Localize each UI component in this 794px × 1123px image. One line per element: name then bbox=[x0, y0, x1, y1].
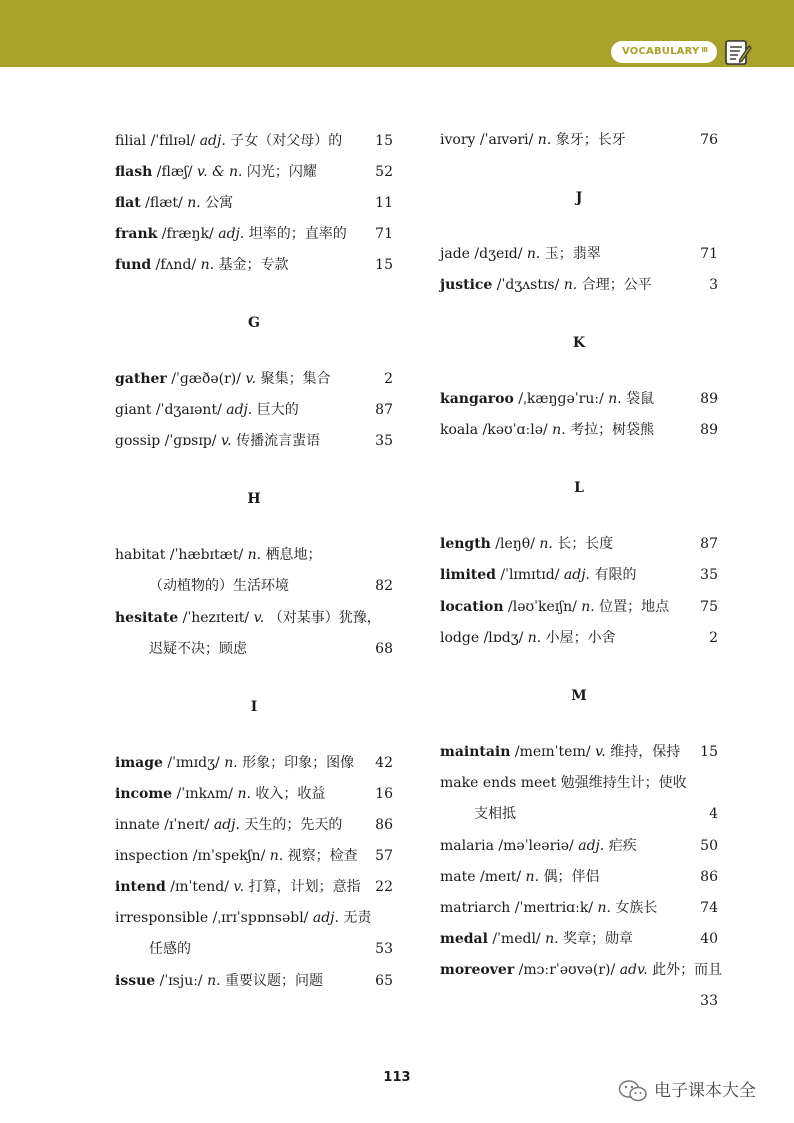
entry-page: 15 bbox=[700, 744, 718, 760]
vocab-entry bbox=[115, 545, 393, 565]
entry-word: make ends meet bbox=[440, 775, 557, 791]
wechat-icon bbox=[618, 1079, 648, 1103]
entry-page: 40 bbox=[700, 931, 718, 947]
entry-page: 65 bbox=[375, 973, 393, 989]
vocab-entry bbox=[115, 846, 393, 866]
vocab-entry bbox=[440, 836, 718, 856]
entry-phonetic: /ˈlɪmɪtɪd/ bbox=[495, 567, 564, 583]
entry-phonetic: /ˈmedl/ bbox=[487, 931, 546, 947]
entry-page: 33 bbox=[700, 993, 718, 1009]
vocab-entry bbox=[115, 193, 393, 213]
entry-phonetic: /ləʊˈkeɪʃn/ bbox=[503, 599, 582, 615]
entry-part-of-speech: v. bbox=[245, 371, 257, 387]
entry-phonetic: /ˈɡæðə(r)/ bbox=[166, 371, 246, 387]
vocab-entry bbox=[440, 898, 718, 918]
entry-part-of-speech: n. bbox=[526, 246, 541, 262]
entry-phonetic: /dʒeɪd/ bbox=[469, 246, 527, 262]
footer-brand bbox=[618, 1078, 756, 1104]
entry-page: 3 bbox=[709, 277, 718, 293]
entry-phonetic: /ˈfɪlɪəl/ bbox=[146, 133, 200, 149]
entry-word: flat bbox=[115, 195, 141, 211]
vocab-entry bbox=[115, 162, 393, 182]
entry-page: 52 bbox=[375, 164, 393, 180]
entry-part-of-speech: n. bbox=[200, 257, 215, 273]
entry-part-of-speech: v. bbox=[595, 744, 606, 760]
entry-word: irresponsible bbox=[115, 910, 209, 926]
entry-word: limited bbox=[440, 567, 496, 583]
entry-meaning: 子女（对父母）的 bbox=[225, 133, 343, 149]
entry-page: 35 bbox=[700, 567, 718, 583]
entry-word: jade bbox=[440, 246, 470, 262]
entry-part-of-speech: adj. bbox=[199, 133, 226, 149]
entry-phonetic: /ˈdʒʌstɪs/ bbox=[492, 277, 564, 293]
entry-page: 82 bbox=[375, 578, 393, 594]
vocab-entry bbox=[115, 815, 393, 835]
entry-phonetic: /ɪnˈtend/ bbox=[165, 879, 234, 895]
entry-word: intend bbox=[115, 879, 166, 895]
entry-meaning: 重要议题；问题 bbox=[220, 973, 324, 989]
entry-part-of-speech: n. bbox=[527, 630, 542, 646]
entry-part-of-speech: n. bbox=[552, 422, 566, 438]
entry-meaning: 基金；专款 bbox=[214, 257, 289, 273]
vocab-entry bbox=[115, 431, 393, 451]
entry-word: flash bbox=[115, 164, 153, 180]
entry-part-of-speech: v. & n. bbox=[196, 164, 243, 180]
section-letter: J bbox=[575, 190, 583, 206]
entry-page: 74 bbox=[700, 900, 718, 916]
entry-page: 86 bbox=[375, 817, 393, 833]
entry-meaning: 形象；印象；图像 bbox=[237, 755, 355, 771]
entry-phonetic: /fʌnd/ bbox=[151, 257, 201, 273]
entry-phonetic: /lɒdʒ/ bbox=[479, 630, 528, 646]
vocab-entry bbox=[115, 400, 393, 420]
vocab-entry bbox=[440, 773, 718, 793]
entry-part-of-speech: adj. bbox=[578, 838, 605, 854]
entry-page: 53 bbox=[375, 941, 393, 957]
entry-word: habitat bbox=[115, 547, 166, 563]
entry-page: 50 bbox=[700, 838, 718, 854]
entry-page: 68 bbox=[375, 641, 393, 657]
entry-meaning: 有限的 bbox=[590, 567, 637, 583]
entry-part-of-speech: n. bbox=[237, 786, 251, 802]
section-letter: L bbox=[574, 480, 584, 496]
entry-meaning: 维持，保持 bbox=[605, 744, 681, 760]
entry-meaning: 坦率的；直率的 bbox=[244, 226, 347, 242]
entry-part-of-speech: n. bbox=[247, 547, 262, 563]
entry-phonetic: /flæt/ bbox=[140, 195, 188, 211]
entry-word: frank bbox=[115, 226, 158, 242]
section-letter: G bbox=[248, 315, 260, 331]
entry-page: 76 bbox=[700, 132, 718, 148]
entry-word: issue bbox=[115, 973, 156, 989]
entry-part-of-speech: adj. bbox=[218, 226, 245, 242]
entry-word: hesitate bbox=[115, 610, 179, 626]
vocab-entry bbox=[115, 131, 393, 151]
entry-meaning: 玉；翡翠 bbox=[540, 246, 601, 262]
entry-phonetic: /meɪnˈteɪn/ bbox=[510, 744, 596, 760]
entry-word: maintain bbox=[440, 744, 511, 760]
vocab-entry bbox=[115, 908, 393, 928]
entry-page: 57 bbox=[375, 848, 393, 864]
entry-part-of-speech: adj. bbox=[213, 817, 240, 833]
entry-part-of-speech: n. bbox=[608, 391, 622, 407]
entry-phonetic: /kəʊˈɑːlə/ bbox=[478, 422, 553, 438]
entry-page: 87 bbox=[375, 402, 393, 418]
vocab-entry bbox=[440, 130, 718, 150]
vocab-entry bbox=[440, 534, 718, 554]
vocab-entry bbox=[440, 960, 723, 980]
entry-page: 4 bbox=[709, 806, 718, 822]
entry-phonetic: /məˈleəriə/ bbox=[493, 838, 579, 854]
vocab-entry-continued bbox=[115, 576, 393, 596]
vocab-entry-continued bbox=[440, 991, 718, 1011]
entry-meaning: 巨大的 bbox=[252, 402, 299, 418]
entry-phonetic: /ˈmeɪtriɑːk/ bbox=[510, 900, 598, 916]
entry-meaning: 考拉；树袋熊 bbox=[565, 422, 655, 438]
entry-meaning: 勉强维持生计；使收 bbox=[556, 775, 687, 791]
entry-meaning: 天生的；先天的 bbox=[239, 817, 343, 833]
entry-phonetic: /ˈɪmɪdʒ/ bbox=[162, 755, 225, 771]
entry-phonetic: /ˈɡɒsɪp/ bbox=[160, 433, 221, 449]
entry-meaning: 打算，计划；意指 bbox=[244, 879, 361, 895]
entry-page: 15 bbox=[375, 257, 393, 273]
entry-phonetic: /fræŋk/ bbox=[157, 226, 219, 242]
entry-page: 71 bbox=[700, 246, 718, 262]
entry-phonetic: /meɪt/ bbox=[475, 869, 526, 885]
entry-phonetic: /ˈhæbɪtæt/ bbox=[165, 547, 248, 563]
entry-part-of-speech: v. bbox=[253, 610, 265, 626]
entry-phonetic: /mɔːrˈəʊvə(r)/ bbox=[514, 962, 620, 978]
entry-part-of-speech: adj. bbox=[226, 402, 253, 418]
entry-word: moreover bbox=[440, 962, 515, 978]
entry-page: 35 bbox=[375, 433, 393, 449]
vocab-entry bbox=[115, 255, 393, 275]
entry-part-of-speech: n. bbox=[207, 973, 221, 989]
vocab-entry bbox=[115, 753, 393, 773]
entry-part-of-speech: n. bbox=[539, 536, 553, 552]
vocab-entry bbox=[115, 608, 393, 628]
section-letter: M bbox=[571, 688, 587, 704]
vocab-entry bbox=[115, 877, 393, 897]
entry-part-of-speech: v. bbox=[220, 433, 232, 449]
entry-meaning: 收入；收益 bbox=[250, 786, 326, 802]
section-letter: H bbox=[247, 491, 261, 507]
vocab-entry bbox=[440, 597, 718, 617]
entry-meaning: 袋鼠 bbox=[621, 391, 655, 407]
entry-word: location bbox=[440, 599, 504, 615]
vocab-entry bbox=[440, 389, 718, 409]
entry-word: matriarch bbox=[440, 900, 511, 916]
entry-word: fund bbox=[115, 257, 152, 273]
page-number: 113 bbox=[383, 1070, 411, 1085]
entry-part-of-speech: n. bbox=[224, 755, 238, 771]
entry-meaning: 视察；检查 bbox=[283, 848, 358, 864]
entry-part-of-speech: v. bbox=[233, 879, 245, 895]
entry-word: lodge bbox=[440, 630, 480, 646]
entry-word: image bbox=[115, 755, 163, 771]
entry-phonetic: /flæʃ/ bbox=[152, 164, 197, 180]
footer-brand-text: 电子课本大全 bbox=[654, 1081, 756, 1101]
vocab-entry bbox=[440, 929, 718, 949]
entry-word: giant bbox=[115, 402, 152, 418]
vocab-entry bbox=[115, 224, 393, 244]
entry-page: 2 bbox=[384, 371, 393, 387]
vocab-entry bbox=[440, 275, 718, 295]
entry-meaning-continued: 支相抵 bbox=[474, 806, 516, 822]
entry-phonetic: /ˈdʒaɪənt/ bbox=[151, 402, 227, 418]
entry-word: length bbox=[440, 536, 491, 552]
entry-phonetic: /ˈaɪvəri/ bbox=[475, 132, 538, 148]
entry-word: mate bbox=[440, 869, 476, 885]
entry-meaning: 小屋；小舍 bbox=[541, 630, 616, 646]
entry-meaning: 合理；公平 bbox=[577, 277, 652, 293]
entry-word: ivory bbox=[440, 132, 476, 148]
entry-meaning: 闪光；闪耀 bbox=[242, 164, 317, 180]
entry-word: gossip bbox=[115, 433, 161, 449]
entry-phonetic: /ˈɪnkʌm/ bbox=[172, 786, 238, 802]
entry-meaning: （对某事）犹豫， bbox=[264, 610, 381, 626]
entry-meaning: 疟疾 bbox=[604, 838, 637, 854]
entry-meaning-continued: （动植物的）生活环境 bbox=[149, 578, 289, 594]
vocab-entry bbox=[115, 369, 393, 389]
entry-page: 86 bbox=[700, 869, 718, 885]
entry-part-of-speech: n. bbox=[187, 195, 201, 211]
vocab-entry-continued bbox=[440, 804, 718, 824]
vocab-entry bbox=[440, 867, 718, 887]
entry-part-of-speech: n. bbox=[581, 599, 595, 615]
entry-meaning-continued: 迟疑不决；顾虑 bbox=[149, 641, 247, 657]
entry-part-of-speech: n. bbox=[597, 900, 611, 916]
entry-meaning: 位置；地点 bbox=[594, 599, 670, 615]
entry-page: 89 bbox=[700, 391, 718, 407]
entry-word: inspection bbox=[115, 848, 189, 864]
entry-meaning: 无责 bbox=[338, 910, 372, 926]
section-label: VOCABULARY $^Ⅲ$ bbox=[611, 41, 717, 63]
vocab-entry bbox=[440, 628, 718, 648]
vocab-entry bbox=[440, 244, 718, 264]
entry-page: 89 bbox=[700, 422, 718, 438]
entry-page: 16 bbox=[375, 786, 393, 802]
entry-meaning: 栖息地； bbox=[261, 547, 322, 563]
entry-page: 11 bbox=[375, 195, 393, 211]
entry-part-of-speech: adv. bbox=[619, 962, 648, 978]
entry-page: 2 bbox=[709, 630, 718, 646]
entry-word: medal bbox=[440, 931, 488, 947]
entry-meaning: 长；长度 bbox=[552, 536, 614, 552]
entry-meaning: 象牙；长牙 bbox=[551, 132, 626, 148]
entry-phonetic: /ˈhezɪteɪt/ bbox=[178, 610, 254, 626]
entry-meaning: 聚集；集合 bbox=[256, 371, 331, 387]
entry-phonetic: /ˌkæŋɡəˈruː/ bbox=[513, 391, 609, 407]
entry-page: 71 bbox=[375, 226, 393, 242]
entry-part-of-speech: n. bbox=[269, 848, 284, 864]
vocab-entry bbox=[115, 784, 393, 804]
entry-part-of-speech: adj. bbox=[563, 567, 591, 583]
vocab-entry-continued bbox=[115, 939, 393, 959]
entry-phonetic: /ɪnˈspekʃn/ bbox=[188, 848, 270, 864]
vocab-entry bbox=[440, 742, 718, 762]
vocab-entry-continued bbox=[115, 639, 393, 659]
notebook-pencil-icon bbox=[723, 37, 753, 67]
entry-meaning: 公寓 bbox=[200, 195, 234, 211]
entry-part-of-speech: n. bbox=[525, 869, 540, 885]
entry-meaning: 偶；伴侣 bbox=[539, 869, 600, 885]
entry-phonetic: /ˈɪsjuː/ bbox=[155, 973, 208, 989]
entry-word: koala bbox=[440, 422, 479, 438]
entry-meaning-continued: 任感的 bbox=[149, 941, 191, 957]
entry-word: gather bbox=[115, 371, 167, 387]
entry-word: justice bbox=[440, 277, 493, 293]
entry-word: filial bbox=[115, 133, 147, 149]
entry-meaning: 传播流言蜚语 bbox=[231, 433, 321, 449]
entry-page: 42 bbox=[375, 755, 393, 771]
entry-meaning: 奖章；勋章 bbox=[558, 931, 634, 947]
entry-phonetic: /ˌɪrɪˈspɒnsəbl/ bbox=[208, 910, 313, 926]
vocab-entry bbox=[440, 565, 718, 585]
entry-part-of-speech: n. bbox=[563, 277, 578, 293]
entry-phonetic: /leŋθ/ bbox=[490, 536, 540, 552]
entry-meaning: 女族长 bbox=[610, 900, 658, 916]
entry-part-of-speech: n. bbox=[545, 931, 559, 947]
section-letter: K bbox=[572, 335, 586, 351]
entry-page: 22 bbox=[375, 879, 393, 895]
entry-meaning: 此外；而且 bbox=[647, 962, 723, 978]
vocab-entry bbox=[115, 971, 393, 991]
entry-page: 87 bbox=[700, 536, 718, 552]
section-letter: I bbox=[250, 699, 258, 715]
entry-part-of-speech: n. bbox=[537, 132, 552, 148]
entry-page: 75 bbox=[700, 599, 718, 615]
entry-word: kangaroo bbox=[440, 391, 514, 407]
entry-part-of-speech: adj. bbox=[312, 910, 339, 926]
entry-phonetic: /ɪˈneɪt/ bbox=[159, 817, 214, 833]
vocab-entry bbox=[440, 420, 718, 440]
entry-page: 15 bbox=[375, 133, 393, 149]
entry-word: malaria bbox=[440, 838, 494, 854]
entry-word: income bbox=[115, 786, 173, 802]
entry-word: innate bbox=[115, 817, 160, 833]
